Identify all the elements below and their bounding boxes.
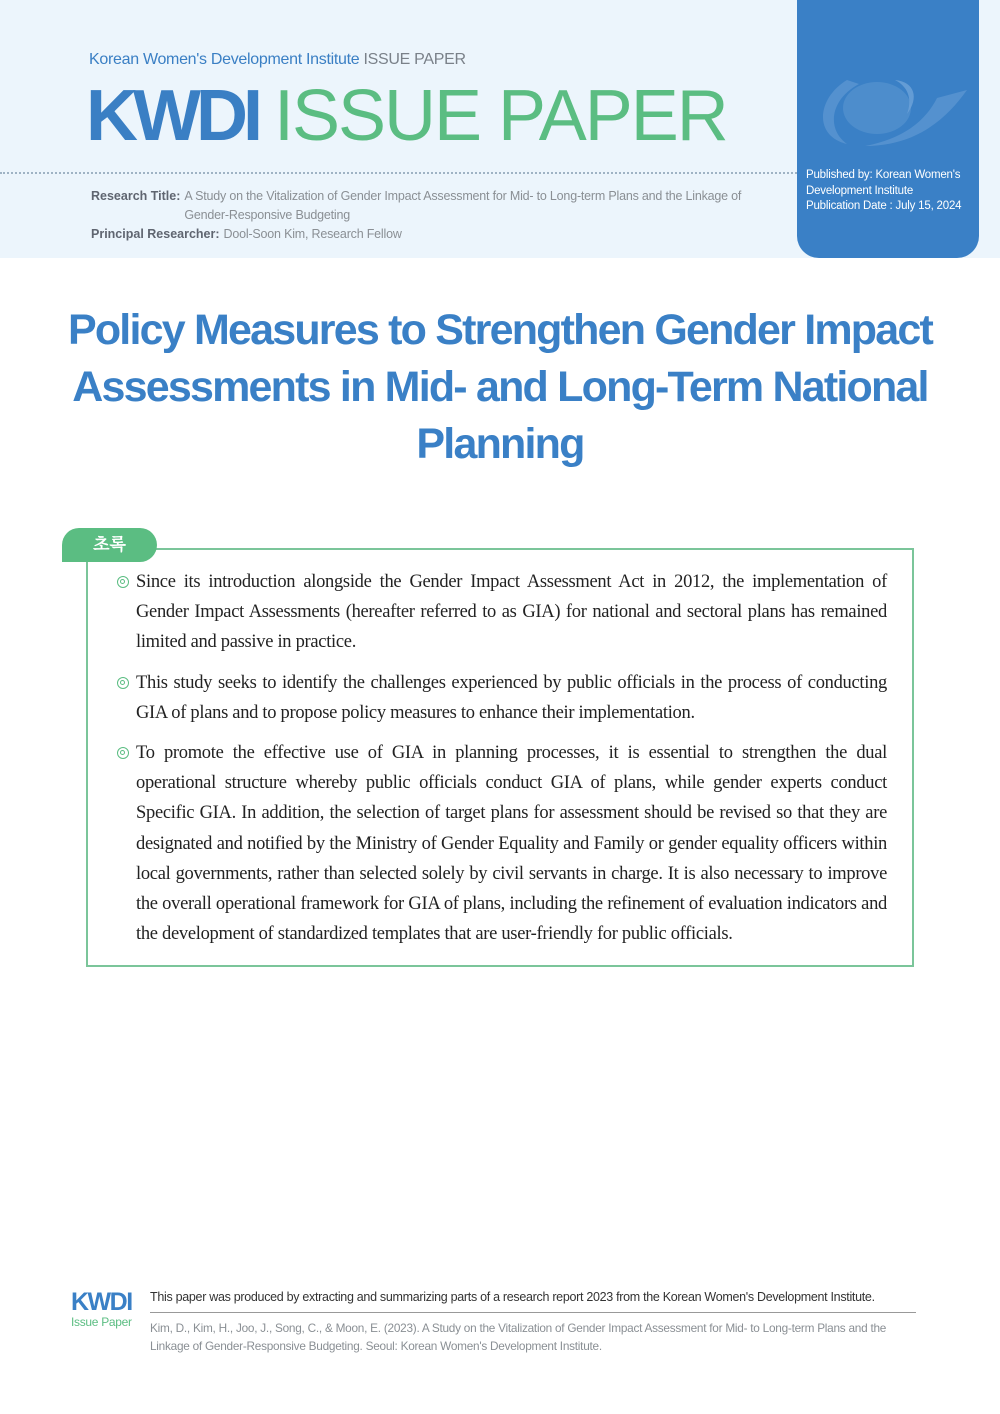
page-title: Policy Measures to Strengthen Gender Impact Assessments in Mid- and Long-Term National Planning bbox=[67, 306, 933, 468]
published-by: Published by: Korean Women's Development Institute bbox=[806, 169, 961, 197]
double-circle-icon bbox=[114, 738, 136, 949]
double-circle-icon bbox=[114, 668, 136, 728]
footer-logo-kwdi: KWDI bbox=[71, 1288, 132, 1316]
abstract-item-text: To promote the effective use of GIA in planning processes, it is essential to strengthen the dual operational structure whereby public officials conduct GIA of plans, while gender experts conduct Specific GIA. In addition, the selection of target plans for assessment should be revised so that they are designated and notified by the Ministry of Gender Equality and Family or gender equality officers within local governments, rather than selected solely by civil servants in charge. It is also necessary to improve the overall operational framework for GIA of plans, including the refinement of evaluation indicators and the development of standardized templates that are user-friendly for public officials. bbox=[136, 743, 887, 945]
abstract-item bbox=[114, 567, 887, 658]
masthead-kwdi: KWDI bbox=[86, 76, 258, 156]
research-title-value: A Study on the Vitalization of Gender Impact Assessment for Mid- to Long-term Plans and the Linkage of Gender-Responsive Budgeting bbox=[184, 189, 742, 222]
abstract-item-text: This study seeks to identify the challenges experienced by public officials in the process of conducting GIA of plans and to propose policy measures to enhance their implementation. bbox=[136, 672, 887, 723]
abstract-tab-label: 초록 bbox=[62, 528, 157, 562]
footer-divider bbox=[150, 1312, 916, 1313]
abstract-list bbox=[114, 567, 887, 959]
dotted-divider bbox=[0, 172, 797, 174]
institute-name: Korean Women's Development Institute bbox=[89, 51, 360, 68]
research-title-row bbox=[91, 187, 781, 225]
masthead-issue-paper: ISSUE PAPER bbox=[273, 76, 727, 156]
series-name: ISSUE PAPER bbox=[363, 51, 466, 68]
researcher-value: Dool-Soon Kim, Research Fellow bbox=[223, 227, 402, 241]
research-title-label: Research Title: bbox=[91, 189, 181, 203]
double-circle-icon bbox=[114, 567, 136, 658]
masthead bbox=[86, 76, 727, 156]
abstract-item-text: Since its introduction alongside the Gender Impact Assessment Act in 2012, the implementation of Gender Impact Assessments (hereafter referred to as GIA) for national and sectoral plans has remained limited and passive in practice. bbox=[136, 572, 887, 653]
footer-citation: Kim, D., Kim, H., Joo, J., Song, C., & Moon, E. (2023). A Study on the Vitalization of Gender Impact Assessment for Mid- to Long-term Plans and the Linkage of Gender-Responsive Budgeting. Seoul: Korean Women's Development Institute. bbox=[150, 1321, 887, 1353]
research-meta bbox=[91, 187, 781, 244]
publication-info bbox=[806, 168, 976, 215]
researcher-row bbox=[91, 225, 781, 244]
footer-note: This paper was produced by extracting and summarizing parts of a research report 2023 from the Korean Women's Development Institute. bbox=[150, 1290, 875, 1304]
header-band bbox=[0, 0, 1000, 258]
researcher-label: Principal Researcher: bbox=[91, 227, 220, 241]
series-supertitle bbox=[89, 51, 466, 69]
abstract-item bbox=[114, 668, 887, 728]
abstract-item bbox=[114, 738, 887, 949]
publication-panel bbox=[797, 0, 979, 258]
kwdi-emblem-icon bbox=[807, 68, 972, 148]
publication-date: Publication Date : July 15, 2024 bbox=[806, 200, 962, 212]
footer-logo bbox=[71, 1289, 141, 1329]
footer-logo-subtitle: Issue Paper bbox=[71, 1315, 132, 1329]
